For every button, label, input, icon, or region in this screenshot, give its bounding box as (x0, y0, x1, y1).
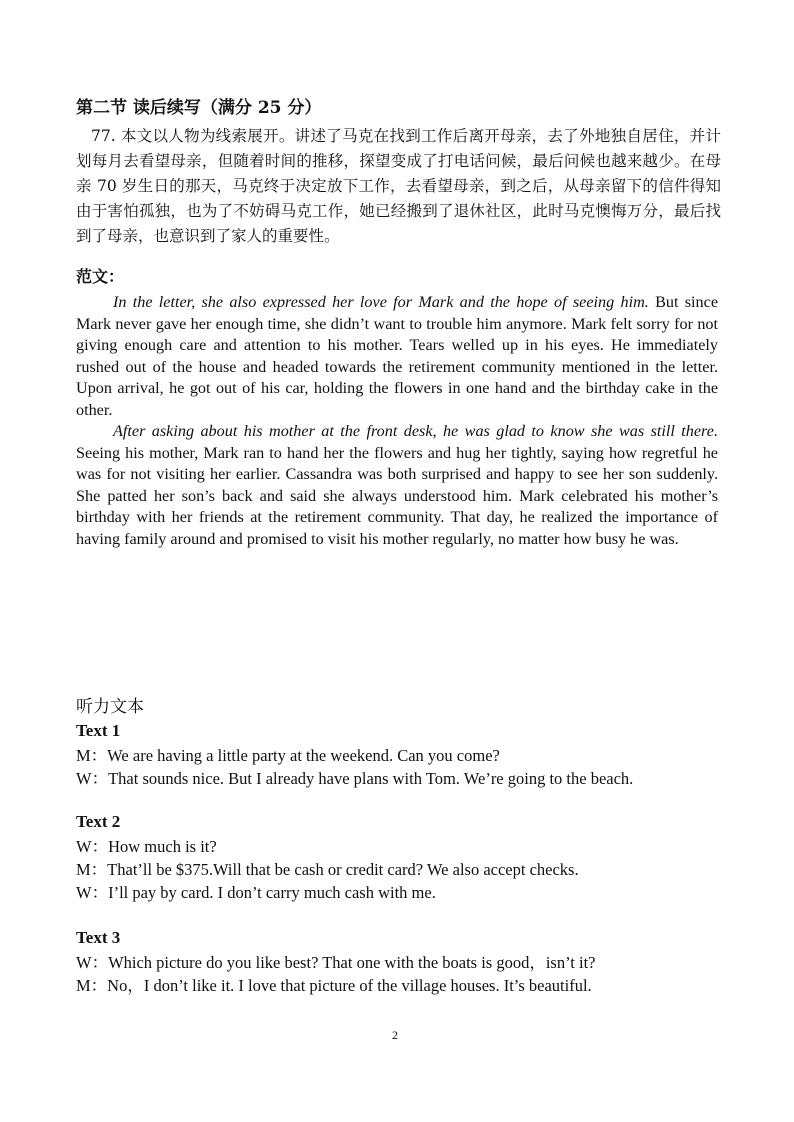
dialogue-line (76, 974, 736, 997)
speaker-label: W： (76, 883, 109, 902)
essay-paragraph-2-body: Seeing his mother, Mark ran to hand her the flowers and hug her tightly, saying how regretful he was for not visiting her earlier. Cassandra was both surprised and happy to see her son suddenly. She patted her son’s back and said she always understood him. Mark celebrated his mother’s birthday with her friends at the retirement community. That day, he realized the importance of having family around and promised to visit his mother regularly, no matter how busy he was. (76, 443, 718, 548)
model-essay-label: 范文： (76, 267, 125, 286)
speaker-label: M： (76, 746, 108, 765)
speaker-label: W： (76, 769, 109, 788)
dialogue-line (76, 881, 736, 904)
essay-paragraph-1-body: But since Mark never gave her enough time, she didn’t want to trouble him anymore. Mark felt sorry for not giving enough care and attention to his mother. Tears welled up in his eyes. He immediately rushed out of the house and headed towards the retirement community mentioned in the letter. Upon arrival, he got out of his car, holding the flowers in one hand and the birthday cake in the other. (76, 293, 719, 419)
dialogue-line (76, 744, 736, 767)
dialogue-line (76, 858, 736, 881)
dialogue-text: How much is it? (108, 837, 217, 856)
listening-text-1 (76, 720, 736, 790)
essay-paragraph-1 (76, 292, 718, 421)
dialogue-line (76, 767, 736, 790)
dialogue-line (76, 951, 736, 974)
essay-paragraph-2-lead: After asking about his mother at the front desk, he was glad to know she was still there. (113, 422, 718, 440)
essay-paragraph-2 (76, 421, 718, 550)
speaker-label: W： (76, 837, 109, 856)
speaker-label: W： (76, 953, 109, 972)
section-heading: 第二节 读后续写（满分 25 分） (76, 98, 322, 118)
speaker-label: M： (76, 860, 108, 879)
listening-text-3 (76, 927, 736, 997)
text-title: Text 1 (76, 721, 121, 740)
listening-text-2 (76, 811, 736, 904)
speaker-label: M： (76, 976, 108, 995)
dialogue-text: No，I don’t like it. I love that picture of the village houses. It’s beautiful. (107, 976, 592, 995)
text-title: Text 2 (76, 812, 121, 831)
dialogue-text: That’ll be $375.Will that be cash or credit card? We also accept checks. (107, 860, 579, 879)
essay-paragraph-1-lead: In the letter, she also expressed her love for Mark and the hope of seeing him. (113, 293, 649, 311)
dialogue-text: I’ll pay by card. I don’t carry much cash with me. (108, 883, 436, 902)
text-title: Text 3 (76, 928, 121, 947)
dialogue-line (76, 835, 736, 858)
page-number: 2 (392, 1028, 398, 1042)
dialogue-text: That sounds nice. But I already have plans with Tom. We’re going to the beach. (108, 769, 634, 788)
summary-paragraph: 77. 本文以人物为线索展开。讲述了马克在找到工作后离开母亲，去了外地独自居住，并计划每月去看望母亲，但随着时间的推移，探望变成了打电话问候，最后问候也越来越少。在母亲 70 岁生日的那天，马克终于决定放下工作，去看望母亲，到之后，从母亲留下的信件得知由于害怕孤独，也为了不妨碍马克工作，她已经搬到了退休社区，此时马克懊悔万分，最后找到了母亲，也意识到了家人的重要性。 (76, 127, 721, 245)
dialogue-text: Which picture do you like best? That one with the boats is good，isn’t it? (108, 953, 596, 972)
dialogue-text: We are having a little party at the weekend. Can you come? (107, 746, 500, 765)
listening-title: 听力文本 (76, 697, 144, 717)
